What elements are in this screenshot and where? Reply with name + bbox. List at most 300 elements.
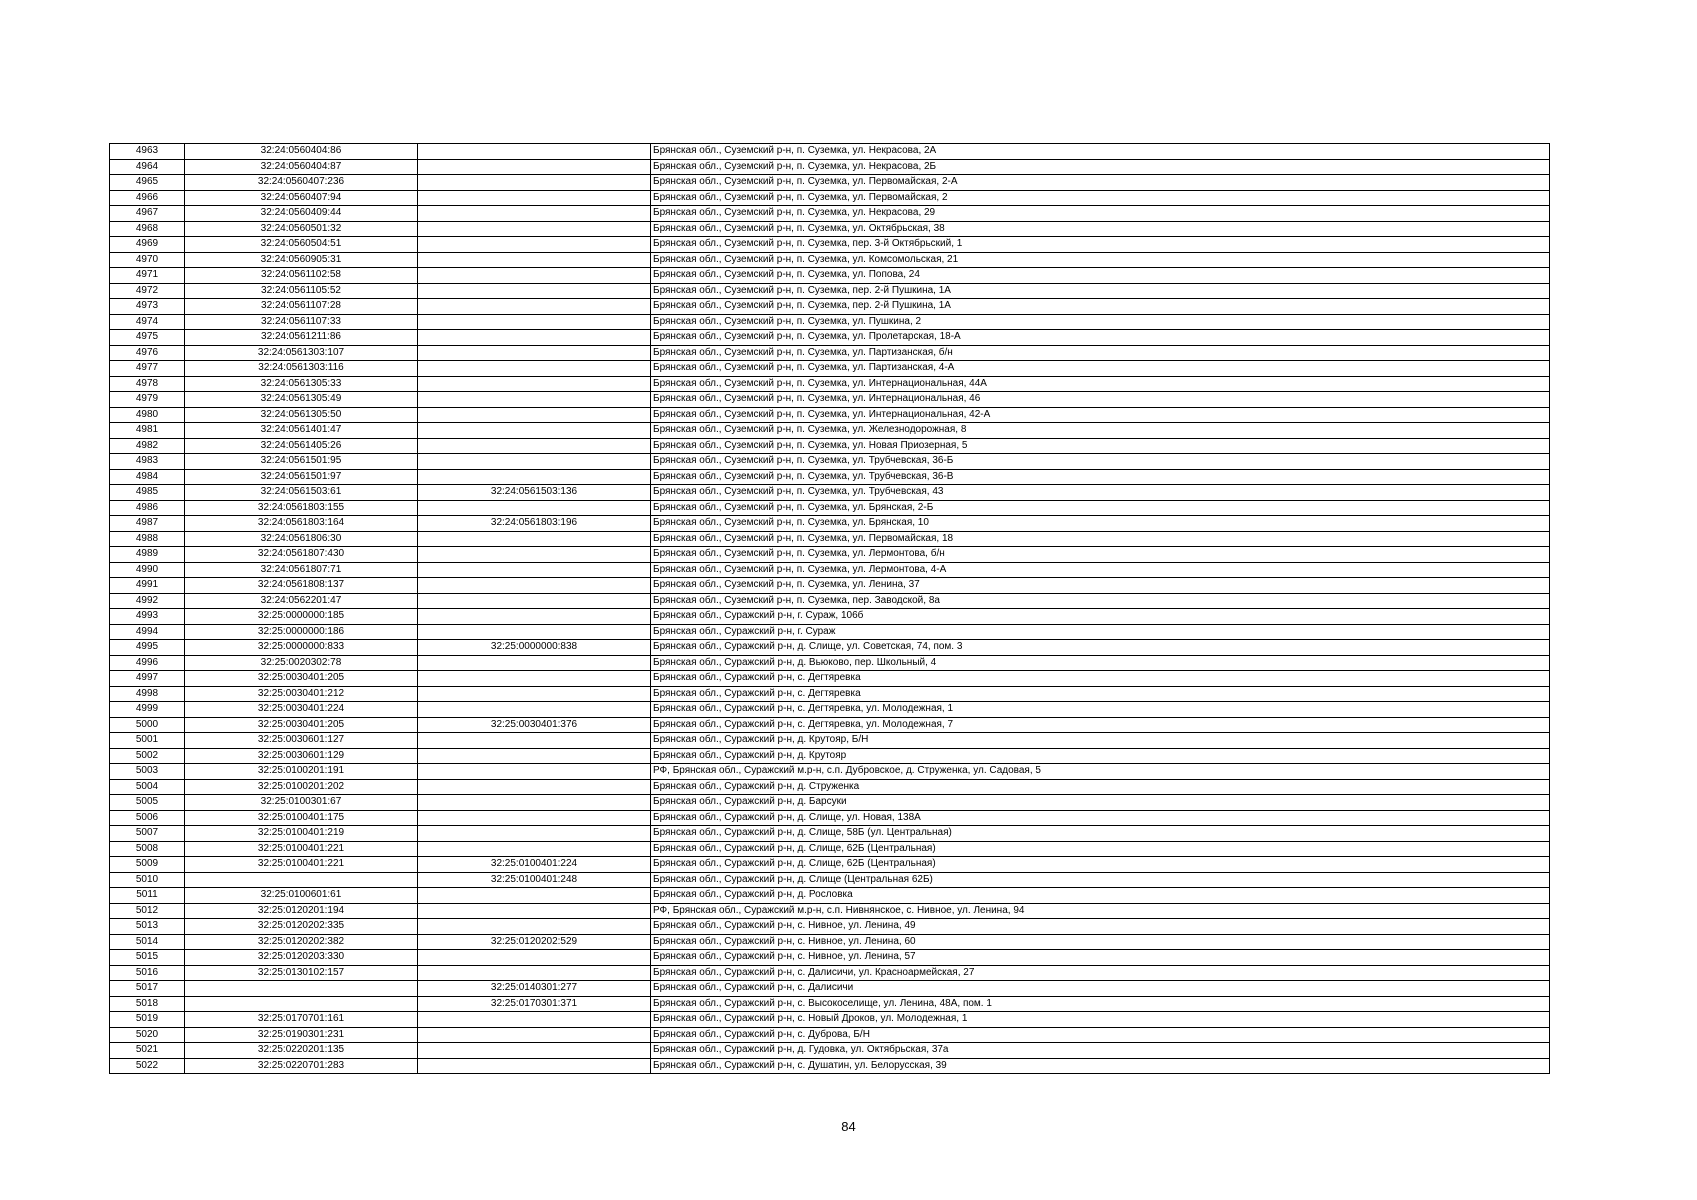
building-cadastral-number-cell [418,624,651,640]
building-cadastral-number-cell [418,841,651,857]
cadastral-number-cell: 32:24:0561211:86 [185,330,418,346]
table-row [110,857,1550,873]
table-row [110,593,1550,609]
row-number-cell: 5008 [110,841,185,857]
cadastral-number-cell: 32:25:0120202:335 [185,919,418,935]
row-number-cell: 5022 [110,1058,185,1074]
building-cadastral-number-cell [418,423,651,439]
building-cadastral-number-cell [418,593,651,609]
building-cadastral-number-cell [418,671,651,687]
address-cell: Брянская обл., Суражский р-н, с. Дегтяревка, ул. Молодежная, 7 [651,717,1550,733]
cadastral-number-cell: 32:25:0220201:135 [185,1043,418,1059]
row-number-cell: 4971 [110,268,185,284]
row-number-cell: 4966 [110,190,185,206]
building-cadastral-number-cell [418,361,651,377]
cadastral-number-cell: 32:24:0561107:33 [185,314,418,330]
building-cadastral-number-cell [418,221,651,237]
table-row [110,531,1550,547]
address-cell: Брянская обл., Суражский р-н, с. Высокоселище, ул. Ленина, 48А, пом. 1 [651,996,1550,1012]
address-cell: Брянская обл., Суражский р-н, г. Сураж, 106б [651,609,1550,625]
table-row [110,237,1550,253]
address-cell: Брянская обл., Суземский р-н, п. Суземка, ул. Трубчевская, 36-В [651,469,1550,485]
row-number-cell: 5013 [110,919,185,935]
table-row [110,950,1550,966]
row-number-cell: 5020 [110,1027,185,1043]
table-row [110,1012,1550,1028]
cadastral-number-cell: 32:25:0100601:61 [185,888,418,904]
building-cadastral-number-cell [418,206,651,222]
building-cadastral-number-cell: 32:25:0100401:248 [418,872,651,888]
cadastral-number-cell: 32:24:0561808:137 [185,578,418,594]
address-cell: Брянская обл., Суземский р-н, п. Суземка, ул. Комсомольская, 21 [651,252,1550,268]
row-number-cell: 4985 [110,485,185,501]
row-number-cell: 4984 [110,469,185,485]
table-row [110,686,1550,702]
address-cell: Брянская обл., Суземский р-н, п. Суземка, ул. Трубчевская, 43 [651,485,1550,501]
cadastral-number-cell: 32:25:0100401:221 [185,857,418,873]
building-cadastral-number-cell [418,252,651,268]
building-cadastral-number-cell [418,500,651,516]
address-cell: Брянская обл., Суземский р-н, п. Суземка, ул. Железнодорожная, 8 [651,423,1550,439]
table-row [110,345,1550,361]
building-cadastral-number-cell [418,655,651,671]
table-row [110,314,1550,330]
building-cadastral-number-cell [418,702,651,718]
row-number-cell: 5019 [110,1012,185,1028]
row-number-cell: 4974 [110,314,185,330]
table-row [110,779,1550,795]
address-cell: Брянская обл., Суражский р-н, с. Нивное, ул. Ленина, 49 [651,919,1550,935]
row-number-cell: 5016 [110,965,185,981]
table-row [110,485,1550,501]
cadastral-number-cell: 32:25:0030401:224 [185,702,418,718]
row-number-cell: 4983 [110,454,185,470]
building-cadastral-number-cell [418,376,651,392]
building-cadastral-number-cell [418,175,651,191]
row-number-cell: 4967 [110,206,185,222]
cadastral-number-cell: 32:24:0560407:236 [185,175,418,191]
table-row [110,175,1550,191]
table-row [110,934,1550,950]
row-number-cell: 5004 [110,779,185,795]
table-body [110,144,1550,1074]
row-number-cell: 4979 [110,392,185,408]
row-number-cell: 4968 [110,221,185,237]
table-row [110,268,1550,284]
row-number-cell: 4989 [110,547,185,563]
cadastral-number-cell: 32:24:0561305:50 [185,407,418,423]
address-cell: Брянская обл., Суземский р-н, п. Суземка, ул. Брянская, 2-Б [651,500,1550,516]
cadastral-number-cell: 32:24:0561305:33 [185,376,418,392]
address-cell: Брянская обл., Суражский р-н, с. Далисичи [651,981,1550,997]
building-cadastral-number-cell [418,779,651,795]
table-row [110,206,1550,222]
building-cadastral-number-cell [418,144,651,160]
address-cell: Брянская обл., Суражский р-н, д. Слище, 62Б (Центральная) [651,857,1550,873]
cadastral-number-cell: 32:25:0030401:205 [185,717,418,733]
cadastral-number-cell: 32:24:0561501:95 [185,454,418,470]
cadastral-number-cell: 32:24:0561401:47 [185,423,418,439]
building-cadastral-number-cell [418,237,651,253]
row-number-cell: 4994 [110,624,185,640]
cadastral-number-cell: 32:25:0100401:221 [185,841,418,857]
building-cadastral-number-cell [418,950,651,966]
row-number-cell: 4993 [110,609,185,625]
address-cell: Брянская обл., Суземский р-н, п. Суземка, ул. Некрасова, 29 [651,206,1550,222]
building-cadastral-number-cell [418,268,651,284]
address-cell: Брянская обл., Суражский р-н, с. Нивное, ул. Ленина, 57 [651,950,1550,966]
table-row [110,733,1550,749]
row-number-cell: 5017 [110,981,185,997]
address-cell: Брянская обл., Суражский р-н, с. Дуброва, Б/Н [651,1027,1550,1043]
table-row [110,578,1550,594]
cadastral-number-cell: 32:24:0562201:47 [185,593,418,609]
cadastral-number-cell: 32:25:0100301:67 [185,795,418,811]
table-row [110,1043,1550,1059]
cadastral-number-cell: 32:24:0561803:164 [185,516,418,532]
address-cell: Брянская обл., Суражский р-н, д. Барсуки [651,795,1550,811]
address-cell: Брянская обл., Суражский р-н, г. Сураж [651,624,1550,640]
address-cell: Брянская обл., Суражский р-н, д. Слище, 58Б (ул. Центральная) [651,826,1550,842]
row-number-cell: 4996 [110,655,185,671]
row-number-cell: 4970 [110,252,185,268]
table-row [110,795,1550,811]
cadastral-number-cell: 32:24:0561105:52 [185,283,418,299]
address-cell: Брянская обл., Суземский р-н, п. Суземка, пер. 2-й Пушкина, 1А [651,299,1550,315]
cadastral-number-cell: 32:24:0560407:94 [185,190,418,206]
row-number-cell: 4978 [110,376,185,392]
building-cadastral-number-cell: 32:24:0561503:136 [418,485,651,501]
table-row [110,841,1550,857]
cadastral-number-cell: 32:24:0560404:87 [185,159,418,175]
cadastral-number-cell: 32:24:0560905:31 [185,252,418,268]
table-row [110,392,1550,408]
address-cell: Брянская обл., Суземский р-н, п. Суземка, ул. Интернациональная, 46 [651,392,1550,408]
document-table [109,143,1550,1074]
row-number-cell: 5003 [110,764,185,780]
cadastral-number-cell: 32:25:0030601:129 [185,748,418,764]
table-row [110,500,1550,516]
row-number-cell: 4976 [110,345,185,361]
cadastral-number-cell: 32:25:0030401:212 [185,686,418,702]
address-cell: Брянская обл., Суземский р-н, п. Суземка, ул. Первомайская, 2-А [651,175,1550,191]
table-row [110,671,1550,687]
row-number-cell: 5000 [110,717,185,733]
address-cell: Брянская обл., Суземский р-н, п. Суземка, пер. 3-й Октябрьский, 1 [651,237,1550,253]
address-cell: Брянская обл., Суземский р-н, п. Суземка, ул. Октябрьская, 38 [651,221,1550,237]
cadastral-number-cell: 32:25:0100401:219 [185,826,418,842]
building-cadastral-number-cell [418,547,651,563]
address-cell: Брянская обл., Суземский р-н, п. Суземка, ул. Первомайская, 2 [651,190,1550,206]
address-cell: Брянская обл., Суражский р-н, д. Рословка [651,888,1550,904]
cadastral-number-cell: 32:24:0561405:26 [185,438,418,454]
row-number-cell: 5002 [110,748,185,764]
row-number-cell: 4975 [110,330,185,346]
address-cell: Брянская обл., Суражский р-н, д. Вьюково, пер. Школьный, 4 [651,655,1550,671]
address-cell: Брянская обл., Суземский р-н, п. Суземка, ул. Лермонтова, б/н [651,547,1550,563]
address-cell: Брянская обл., Суземский р-н, п. Суземка, ул. Новая Приозерная, 5 [651,438,1550,454]
building-cadastral-number-cell [418,562,651,578]
row-number-cell: 5015 [110,950,185,966]
address-cell: Брянская обл., Суражский р-н, с. Дегтяревка [651,671,1550,687]
table-row [110,562,1550,578]
cadastral-number-cell [185,872,418,888]
address-cell: Брянская обл., Суражский р-н, д. Крутояр, Б/Н [651,733,1550,749]
building-cadastral-number-cell [418,330,651,346]
table-row [110,965,1550,981]
address-cell: Брянская обл., Суземский р-н, п. Суземка, ул. Некрасова, 2А [651,144,1550,160]
cadastral-number-cell: 32:25:0170701:161 [185,1012,418,1028]
address-cell: Брянская обл., Суземский р-н, п. Суземка, ул. Первомайская, 18 [651,531,1550,547]
building-cadastral-number-cell [418,810,651,826]
row-number-cell: 4999 [110,702,185,718]
address-cell: Брянская обл., Суражский р-н, с. Дегтяревка, ул. Молодежная, 1 [651,702,1550,718]
row-number-cell: 5006 [110,810,185,826]
row-number-cell: 4973 [110,299,185,315]
row-number-cell: 5007 [110,826,185,842]
row-number-cell: 4980 [110,407,185,423]
building-cadastral-number-cell [418,159,651,175]
table-row [110,764,1550,780]
address-cell: Брянская обл., Суражский р-н, с. Душатин, ул. Белорусская, 39 [651,1058,1550,1074]
table-row [110,330,1550,346]
table-row [110,702,1550,718]
table-row [110,454,1550,470]
cadastral-number-cell: 32:25:0030601:127 [185,733,418,749]
building-cadastral-number-cell [418,190,651,206]
address-cell: Брянская обл., Суражский р-н, д. Гудовка, ул. Октябрьская, 37а [651,1043,1550,1059]
row-number-cell: 4995 [110,640,185,656]
address-cell: Брянская обл., Суземский р-н, п. Суземка, ул. Брянская, 10 [651,516,1550,532]
cadastral-number-cell: 32:24:0561305:49 [185,392,418,408]
building-cadastral-number-cell [418,469,651,485]
table-row [110,717,1550,733]
table-row [110,438,1550,454]
address-cell: Брянская обл., Суземский р-н, п. Суземка, ул. Пушкина, 2 [651,314,1550,330]
table-row [110,640,1550,656]
building-cadastral-number-cell [418,407,651,423]
row-number-cell: 4965 [110,175,185,191]
table-row [110,423,1550,439]
cadastral-number-cell: 32:24:0561503:61 [185,485,418,501]
row-number-cell: 4998 [110,686,185,702]
row-number-cell: 4990 [110,562,185,578]
cadastral-number-cell: 32:24:0561303:116 [185,361,418,377]
table-row [110,469,1550,485]
table-row [110,221,1550,237]
table-row [110,144,1550,160]
page-number: 84 [841,1119,856,1134]
cadastral-number-cell: 32:24:0560404:86 [185,144,418,160]
table-row [110,1027,1550,1043]
building-cadastral-number-cell [418,965,651,981]
row-number-cell: 4986 [110,500,185,516]
building-cadastral-number-cell [418,1058,651,1074]
cadastral-number-cell: 32:25:0100401:175 [185,810,418,826]
row-number-cell: 4997 [110,671,185,687]
cadastral-number-cell: 32:25:0020302:78 [185,655,418,671]
row-number-cell: 4981 [110,423,185,439]
address-cell: РФ, Брянская обл., Суражский м.р-н, с.п. Дубровское, д. Струженка, ул. Садовая, 5 [651,764,1550,780]
table-row [110,407,1550,423]
building-cadastral-number-cell [418,919,651,935]
cadastral-number-cell: 32:24:0561501:97 [185,469,418,485]
table-row [110,624,1550,640]
table-row [110,748,1550,764]
cadastral-number-cell: 32:25:0100201:202 [185,779,418,795]
building-cadastral-number-cell: 32:24:0561803:196 [418,516,651,532]
building-cadastral-number-cell [418,578,651,594]
cadastral-number-cell: 32:25:0030401:205 [185,671,418,687]
address-cell: Брянская обл., Суземский р-н, п. Суземка, ул. Некрасова, 2Б [651,159,1550,175]
cadastral-number-cell: 32:24:0561303:107 [185,345,418,361]
building-cadastral-number-cell [418,438,651,454]
cadastral-number-cell: 32:24:0561806:30 [185,531,418,547]
building-cadastral-number-cell [418,1012,651,1028]
building-cadastral-number-cell [418,314,651,330]
cadastral-number-cell: 32:25:0100201:191 [185,764,418,780]
row-number-cell: 4963 [110,144,185,160]
address-cell: Брянская обл., Суземский р-н, п. Суземка, пер. Заводской, 8а [651,593,1550,609]
building-cadastral-number-cell [418,392,651,408]
cadastral-number-cell: 32:24:0561807:71 [185,562,418,578]
row-number-cell: 5009 [110,857,185,873]
building-cadastral-number-cell: 32:25:0000000:838 [418,640,651,656]
address-cell: Брянская обл., Суземский р-н, п. Суземка, ул. Партизанская, 4-А [651,361,1550,377]
cadastral-number-cell: 32:25:0000000:833 [185,640,418,656]
address-cell: Брянская обл., Суземский р-н, п. Суземка, ул. Лермонтова, 4-А [651,562,1550,578]
cadastral-number-cell: 32:24:0561803:155 [185,500,418,516]
table-row [110,376,1550,392]
address-cell: Брянская обл., Суземский р-н, п. Суземка, ул. Пролетарская, 18-А [651,330,1550,346]
cadastral-number-cell: 32:24:0560504:51 [185,237,418,253]
table-row [110,888,1550,904]
address-cell: Брянская обл., Суражский р-н, с. Новый Дроков, ул. Молодежная, 1 [651,1012,1550,1028]
row-number-cell: 5010 [110,872,185,888]
table-row [110,516,1550,532]
building-cadastral-number-cell [418,609,651,625]
building-cadastral-number-cell: 32:25:0030401:376 [418,717,651,733]
building-cadastral-number-cell [418,299,651,315]
building-cadastral-number-cell: 32:25:0140301:277 [418,981,651,997]
address-cell: Брянская обл., Суземский р-н, п. Суземка, ул. Интернациональная, 42-А [651,407,1550,423]
address-cell: Брянская обл., Суражский р-н, д. Слище, ул. Советская, 74, пом. 3 [651,640,1550,656]
table-row [110,283,1550,299]
cadastral-number-cell: 32:25:0190301:231 [185,1027,418,1043]
cadastral-number-cell: 32:25:0000000:186 [185,624,418,640]
cadastral-number-cell [185,981,418,997]
address-cell: Брянская обл., Суражский р-н, д. Слище, 62Б (Центральная) [651,841,1550,857]
building-cadastral-number-cell: 32:25:0100401:224 [418,857,651,873]
address-cell: Брянская обл., Суражский р-н, д. Струженка [651,779,1550,795]
table-row [110,159,1550,175]
cadastral-number-cell: 32:24:0561107:28 [185,299,418,315]
building-cadastral-number-cell [418,531,651,547]
building-cadastral-number-cell [418,283,651,299]
address-cell: Брянская обл., Суземский р-н, п. Суземка, ул. Интернациональная, 44А [651,376,1550,392]
cadastral-number-cell: 32:24:0560501:32 [185,221,418,237]
building-cadastral-number-cell [418,888,651,904]
building-cadastral-number-cell: 32:25:0120202:529 [418,934,651,950]
building-cadastral-number-cell [418,1043,651,1059]
cadastral-number-cell: 32:25:0120201:194 [185,903,418,919]
table-row [110,547,1550,563]
cadastral-number-cell: 32:25:0120203:330 [185,950,418,966]
cadastral-number-cell: 32:24:0561102:58 [185,268,418,284]
address-cell: Брянская обл., Суземский р-н, п. Суземка, ул. Ленина, 37 [651,578,1550,594]
row-number-cell: 4991 [110,578,185,594]
building-cadastral-number-cell [418,764,651,780]
address-cell: Брянская обл., Суземский р-н, п. Суземка, пер. 2-й Пушкина, 1А [651,283,1550,299]
table-row [110,872,1550,888]
row-number-cell: 5021 [110,1043,185,1059]
cadastral-number-cell: 32:25:0130102:157 [185,965,418,981]
address-cell: Брянская обл., Суражский р-н, с. Нивное, ул. Ленина, 60 [651,934,1550,950]
building-cadastral-number-cell [418,826,651,842]
row-number-cell: 5018 [110,996,185,1012]
table-row [110,609,1550,625]
table-row [110,299,1550,315]
address-cell: Брянская обл., Суземский р-н, п. Суземка, ул. Попова, 24 [651,268,1550,284]
building-cadastral-number-cell [418,1027,651,1043]
cadastral-number-cell: 32:25:0000000:185 [185,609,418,625]
table-row [110,903,1550,919]
address-cell: Брянская обл., Суземский р-н, п. Суземка, ул. Партизанская, б/н [651,345,1550,361]
building-cadastral-number-cell [418,733,651,749]
row-number-cell: 4992 [110,593,185,609]
table-row [110,996,1550,1012]
row-number-cell: 4987 [110,516,185,532]
row-number-cell: 5014 [110,934,185,950]
table-row [110,919,1550,935]
address-cell: Брянская обл., Суражский р-н, с. Дегтяревка [651,686,1550,702]
address-cell: Брянская обл., Суражский р-н, д. Слище, ул. Новая, 138А [651,810,1550,826]
building-cadastral-number-cell [418,686,651,702]
cadastral-number-cell [185,996,418,1012]
row-number-cell: 4964 [110,159,185,175]
row-number-cell: 5005 [110,795,185,811]
row-number-cell: 5012 [110,903,185,919]
row-number-cell: 4969 [110,237,185,253]
cadastral-number-cell: 32:25:0120202:382 [185,934,418,950]
table-row [110,1058,1550,1074]
table-row [110,190,1550,206]
building-cadastral-number-cell [418,454,651,470]
address-cell: Брянская обл., Суражский р-н, с. Далисичи, ул. Красноармейская, 27 [651,965,1550,981]
building-cadastral-number-cell: 32:25:0170301:371 [418,996,651,1012]
table-row [110,655,1550,671]
row-number-cell: 4972 [110,283,185,299]
row-number-cell: 5011 [110,888,185,904]
row-number-cell: 5001 [110,733,185,749]
row-number-cell: 4977 [110,361,185,377]
cadastral-number-cell: 32:24:0561807:430 [185,547,418,563]
row-number-cell: 4988 [110,531,185,547]
address-cell: Брянская обл., Суражский р-н, д. Слище (Центральная 62Б) [651,872,1550,888]
address-cell: РФ, Брянская обл., Суражский м.р-н, с.п. Нивнянское, с. Нивное, ул. Ленина, 94 [651,903,1550,919]
table-row [110,361,1550,377]
building-cadastral-number-cell [418,748,651,764]
building-cadastral-number-cell [418,345,651,361]
address-cell: Брянская обл., Суземский р-н, п. Суземка, ул. Трубчевская, 36-Б [651,454,1550,470]
table-row [110,252,1550,268]
building-cadastral-number-cell [418,795,651,811]
table-row [110,981,1550,997]
building-cadastral-number-cell [418,903,651,919]
table-row [110,810,1550,826]
address-cell: Брянская обл., Суражский р-н, д. Крутояр [651,748,1550,764]
row-number-cell: 4982 [110,438,185,454]
